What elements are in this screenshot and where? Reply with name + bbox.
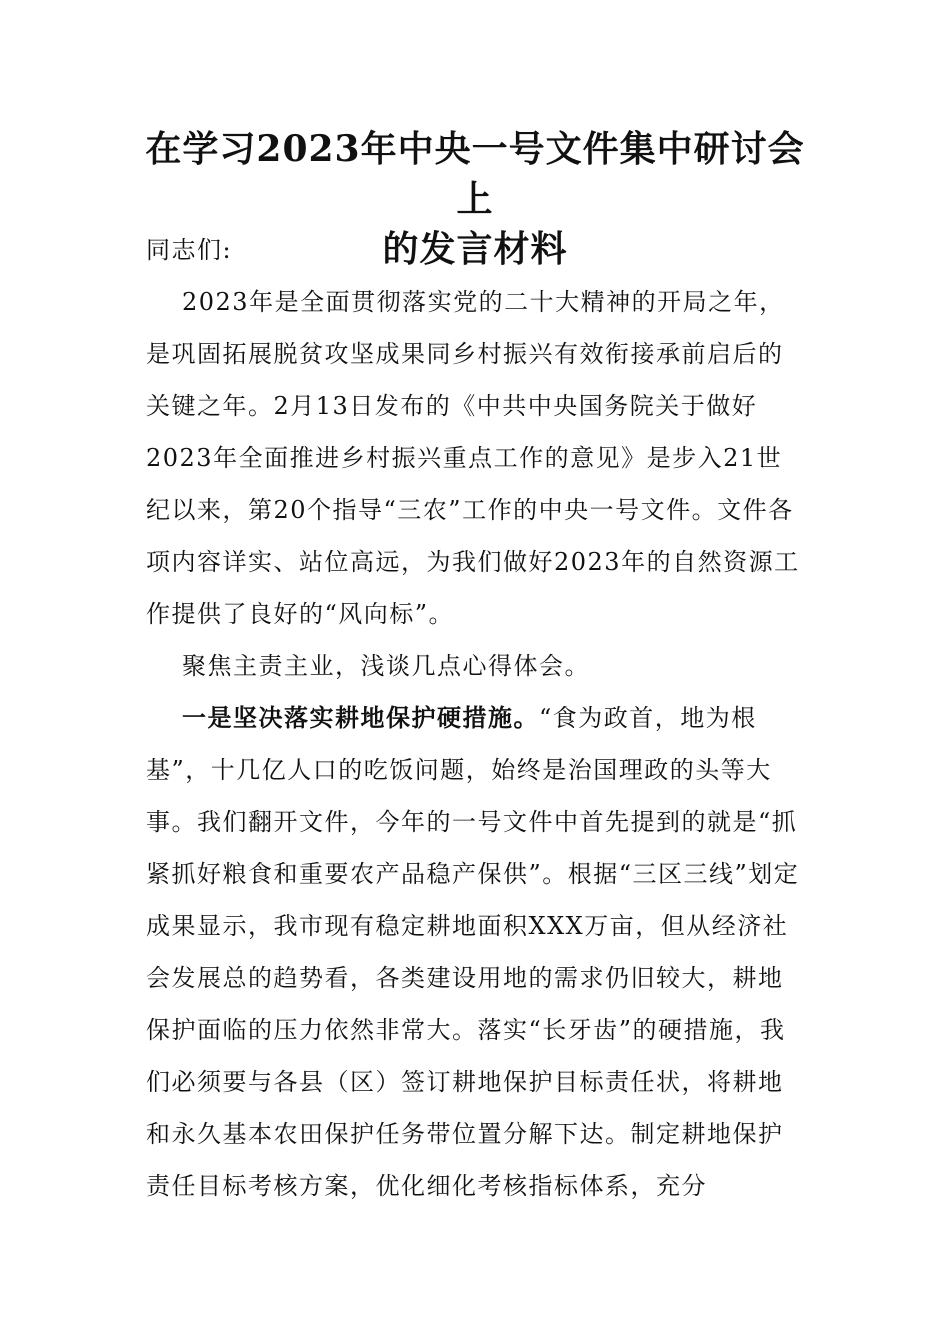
title-line-1: 在学习2023年中央一号文件集中研讨会上 <box>145 128 805 220</box>
paragraph-focus: 聚焦主责主业，浅谈几点心得体会。 <box>182 652 590 680</box>
salutation: 同志们: <box>146 236 233 264</box>
title-line-2: 的发言材料 <box>382 228 568 270</box>
document-body <box>146 224 806 1212</box>
paragraph-intro: 2023年是全面贯彻落实党的二十大精神的开局之年，是巩固拓展脱贫攻坚成果同乡村振兴有效衔接承前启后的关键之年。2月13日发布的《中共中央国务院关于做好2023年全面推进乡村振兴重点工作的意见》是步入21世纪以来，第20个指导“三农”工作的中央一号文件。文件各项内容详实、站位高远，为我们做好2023年的自然资源工作提供了良好的“风向标”。 <box>146 288 800 628</box>
paragraph-lead: 一是坚决落实耕地保护硬措施。 <box>182 703 539 732</box>
paragraph-body: “食为政首，地为根基”，十几亿人口的吃饭问题，始终是治国理政的头等大事。我们翻开文件，今年的一号文件中首先提到的就是“抓紧抓好粮食和重要农产品稳产保供”。根据“三区三线”划定成果显示，我市现有稳定耕地面积XXX万亩，但从经济社会发展总的趋势看，各类建设用地的需求仍旧较大，耕地保护面临的压力依然非常大。落实“长牙齿”的硬措施，我们必须要与各县（区）签订耕地保护目标责任状，将耕地和永久基本农田保护任务带位置分解下达。制定耕地保护责任目标考核方案，优化细化考核指标体系，充分 <box>146 704 800 1200</box>
paragraph-farmland-protection <box>146 692 806 1212</box>
